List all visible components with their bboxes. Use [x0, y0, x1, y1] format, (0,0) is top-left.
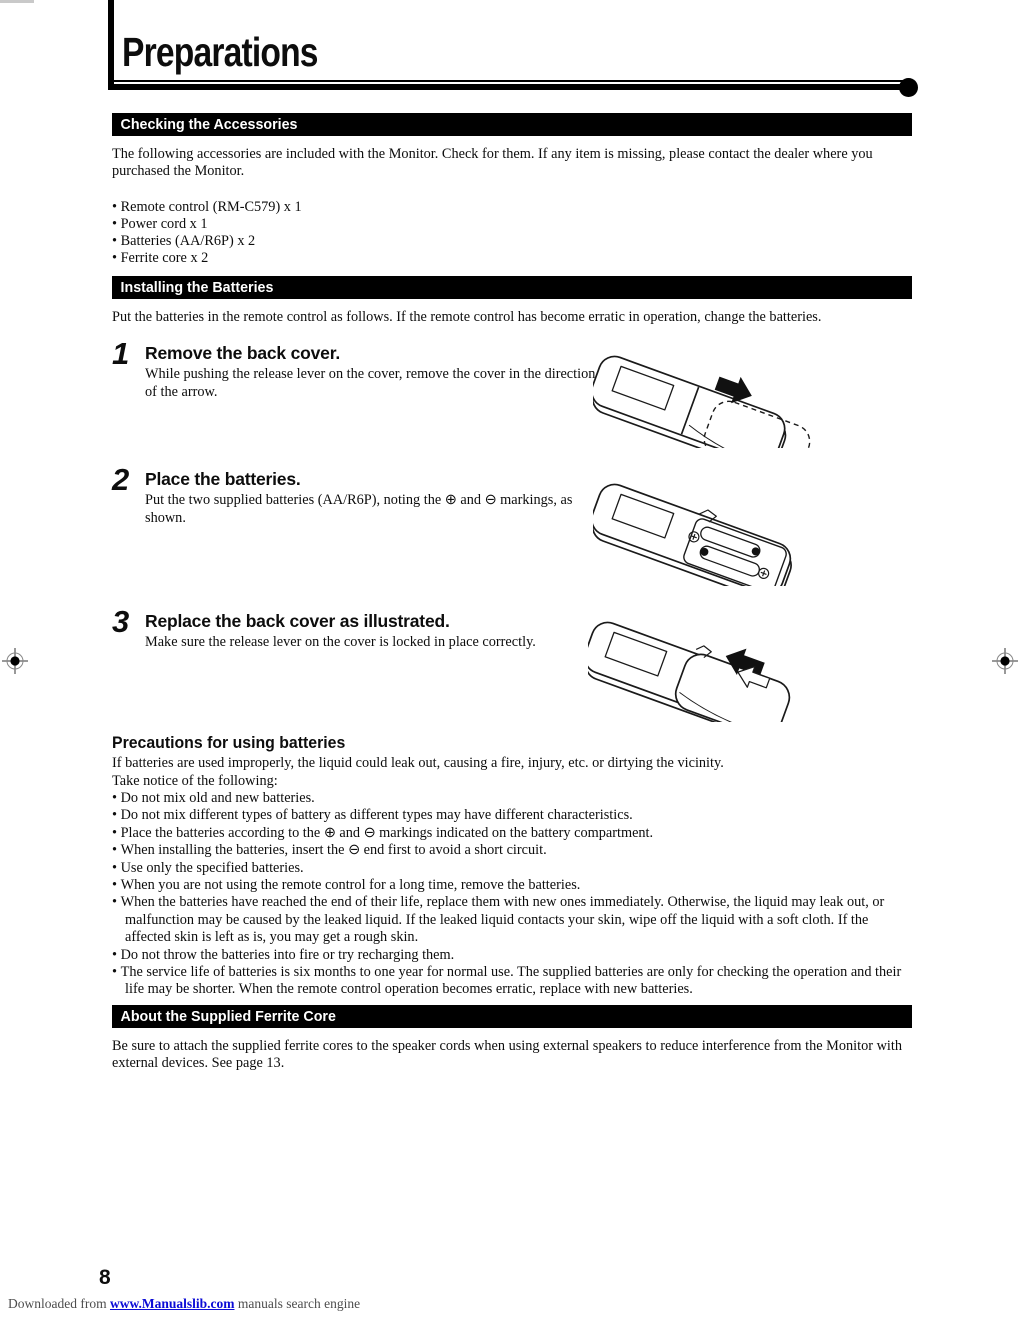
list-item: • Do not throw the batteries into fire or try recharging them. [112, 947, 912, 964]
list-item: • Do not mix different types of battery as different types may have different characteristics. [112, 807, 912, 824]
step-3-title: Replace the back cover as illustrated. [145, 611, 450, 631]
footer-prefix: Downloaded from [8, 1296, 110, 1311]
footer-suffix: manuals search engine [234, 1296, 361, 1311]
list-item: • Batteries (AA/R6P) x 2 [112, 233, 912, 250]
title-left-bar [108, 0, 114, 88]
list-item: • Use only the specified batteries. [112, 860, 912, 877]
step-2-body: Put the two supplied batteries (AA/R6P), noting the ⊕ and ⊖ markings, as shown. [145, 492, 573, 526]
title-rule-end-dot [899, 78, 918, 97]
title-rule-thick [108, 84, 905, 90]
list-item: • When the batteries have reached the end of their life, replace them with new ones immediately. Otherwise, the liquid may leak out, or malfunction may be caused by the leaked liquid. If the leaked liquid contacts your skin, wipe off the liquid with a soft cloth. If the affected skin is left as is, you may get a rough skin. [112, 894, 912, 946]
section-header-checking-accessories [112, 113, 912, 136]
list-item: • Ferrite core x 2 [112, 250, 912, 267]
accessories-list [112, 199, 912, 267]
manualslib-link[interactable]: www.Manualslib.com [109, 1296, 235, 1311]
step-1-body: While pushing the release lever on the cover, remove the cover in the direction of the arrow. [145, 366, 596, 400]
precautions-heading: Precautions for using batteries [112, 734, 346, 752]
list-item: • Place the batteries according to the ⊕ and ⊖ markings indicated on the battery compartment. [112, 825, 912, 842]
section-header-label: Checking the Accessories [120, 116, 298, 133]
section-header-label: Installing the Batteries [120, 279, 274, 296]
list-item: • When installing the batteries, insert the ⊖ end first to avoid a short circuit. [112, 842, 912, 859]
step-3-body: Make sure the release lever on the cover is locked in place correctly. [145, 634, 536, 650]
step-2-number: 2 [112, 462, 130, 497]
remote-batteries-placement-illustration [593, 462, 841, 586]
page-title: Preparations [122, 29, 318, 75]
step-1-title: Remove the back cover. [145, 343, 341, 363]
remote-back-cover-removal-illustration [593, 336, 821, 448]
ferrite-body: Be sure to attach the supplied ferrite cores to the speaker cords when using external speakers to reduce interference from the Monitor with external devices. See page 13. [112, 1038, 903, 1072]
page-number: 8 [99, 1266, 111, 1289]
list-item: • Do not mix old and new batteries. [112, 790, 912, 807]
section-header-label: About the Supplied Ferrite Core [120, 1008, 336, 1025]
title-rule-thin [108, 80, 905, 82]
step-1-number: 1 [112, 336, 130, 371]
precautions-intro-line1: If batteries are used improperly, the liquid could leak out, causing a fire, injury, etc. or dirtying the vicinity. [112, 755, 724, 771]
list-item: • Power cord x 1 [112, 216, 912, 233]
list-item: • The service life of batteries is six months to one year for normal use. The supplied batteries are only for checking the operation and their life may be shorter. When the remote control operation becomes erratic, replace with new batteries. [112, 964, 912, 999]
section-header-installing-batteries [112, 276, 912, 299]
step-3-number: 3 [112, 604, 130, 639]
list-item: • Remote control (RM-C579) x 1 [112, 199, 912, 216]
precautions-intro-line2: Take notice of the following: [112, 772, 278, 789]
registration-crosshair-right-icon [992, 648, 1018, 674]
print-corner-tick [0, 0, 34, 3]
step-2-title: Place the batteries. [145, 469, 301, 489]
registration-crosshair-left-icon [2, 648, 28, 674]
accessories-intro: The following accessories are included with the Monitor. Check for them. If any item is missing, please contact the dealer where you purchased the Monitor. [112, 146, 873, 180]
batteries-intro: Put the batteries in the remote control as follows. If the remote control has become erratic in operation, change the batteries. [112, 309, 822, 325]
precautions-list [112, 790, 912, 999]
list-item: • When you are not using the remote control for a long time, remove the batteries. [112, 877, 912, 894]
footer [8, 1296, 360, 1312]
remote-back-cover-replacement-illustration [588, 602, 826, 722]
section-header-ferrite-core [112, 1005, 912, 1028]
